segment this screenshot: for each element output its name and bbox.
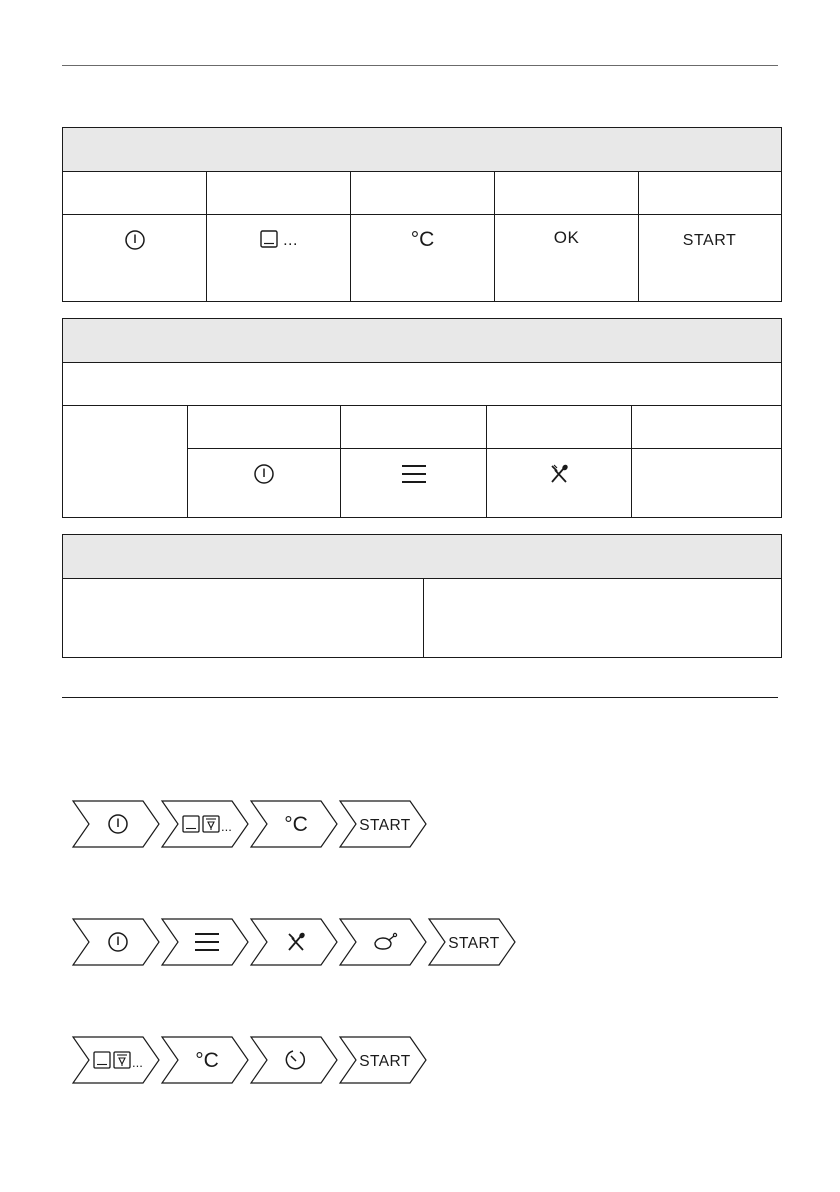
svg-text:°C: °C [195, 1049, 219, 1072]
label-cell [341, 406, 487, 448]
flow-step [251, 801, 337, 847]
panel-functions [62, 534, 782, 658]
power-icon [124, 229, 146, 251]
menu-icon [401, 463, 427, 485]
temperature-icon [195, 1049, 219, 1072]
icon-cell [351, 215, 495, 301]
flow-1 [72, 800, 452, 848]
icon-cell [639, 215, 780, 301]
ok-icon: OK [553, 228, 580, 247]
flow-step [73, 801, 159, 847]
panel-row-description [63, 363, 781, 406]
flow-step [340, 919, 426, 965]
icon-cell [495, 215, 639, 301]
chevron-shape [73, 919, 159, 965]
panel-header [63, 128, 781, 172]
panel-row-labels [63, 172, 781, 215]
icon-cell [207, 215, 351, 301]
section-rule [62, 697, 778, 698]
flow-step [162, 1037, 248, 1083]
flow-step [251, 919, 337, 965]
label-cell [495, 172, 639, 214]
svg-text:°C: °C [284, 813, 308, 836]
start-icon [448, 935, 500, 952]
label-cell [63, 172, 207, 214]
panel-header [63, 319, 781, 363]
panel-row-icons [63, 215, 781, 301]
label-cell [632, 406, 781, 448]
icon-cell [341, 449, 487, 518]
icon-cell [63, 215, 207, 301]
label-cell [639, 172, 780, 214]
label-cell [487, 406, 632, 448]
flow-3 [72, 1036, 452, 1084]
panel-row-body [63, 406, 781, 518]
flow-step [340, 1037, 426, 1083]
chevron-shape [251, 919, 337, 965]
top-rule [62, 65, 778, 66]
flow-step [340, 801, 426, 847]
panel-assisted-cooking [62, 318, 782, 518]
icon-cell [487, 449, 632, 518]
flow-2 [72, 918, 532, 966]
flow-step [162, 919, 248, 965]
panel-row-labels [188, 406, 781, 449]
ellipsis-text: ... [221, 819, 232, 834]
flow-2-diagram [72, 918, 532, 966]
flow-step [429, 919, 515, 965]
flow-step [162, 801, 248, 847]
flow-step [73, 1037, 159, 1083]
chevron-shape [73, 1037, 159, 1083]
panel-row-body [63, 579, 781, 658]
panel-sub-table [188, 406, 781, 518]
ellipsis-text: ... [283, 232, 298, 249]
start-icon: START [682, 232, 737, 249]
label-cell [188, 406, 341, 448]
start-icon [359, 1053, 411, 1070]
label-cell [207, 172, 351, 214]
start-icon [359, 817, 411, 834]
flow-step [251, 1037, 337, 1083]
temperature-icon: °C [410, 228, 435, 251]
svg-text:START: START [448, 935, 500, 952]
text-cell [424, 579, 781, 658]
temperature-icon [284, 813, 308, 836]
svg-text:START: START [359, 817, 411, 834]
panel-row-icons [188, 449, 781, 518]
panel-basic-use [62, 127, 782, 302]
chevron-shape [162, 801, 248, 847]
assisted-cooking-icon [548, 463, 570, 485]
panel-header [63, 535, 781, 579]
svg-text:START: START [359, 1053, 411, 1070]
label-cell [351, 172, 495, 214]
empty-cell [632, 449, 781, 518]
flow-step [73, 919, 159, 965]
text-cell [63, 579, 424, 658]
flow-3-diagram [72, 1036, 452, 1084]
label-cell [63, 406, 188, 518]
chevron-shape [340, 919, 426, 965]
ellipsis-text: ... [132, 1055, 143, 1070]
flow-1-diagram [72, 800, 452, 848]
icon-cell [188, 449, 341, 518]
chevron-shape [73, 801, 159, 847]
power-icon [253, 463, 275, 485]
oven-function-icon [259, 229, 279, 249]
